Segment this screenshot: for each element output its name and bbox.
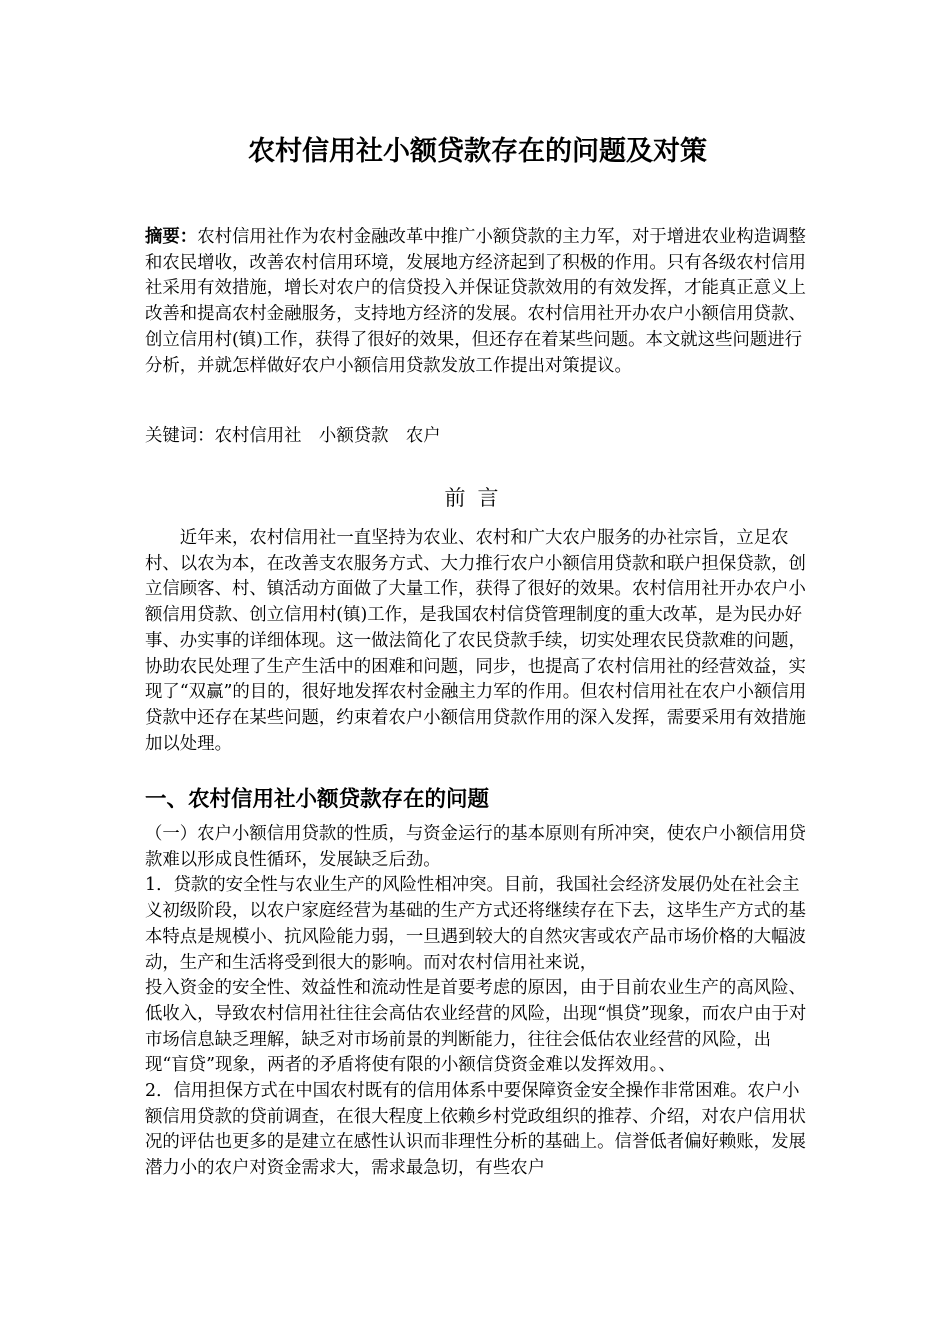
abstract-label: 摘要： (145, 227, 198, 247)
preface-heading: 前言 (444, 486, 511, 510)
section-paragraph-2: 1．贷款的安全性与农业生产的风险性相冲突。目前，我国社会经济发展仍处在社会主义初级阶段，以农户家庭经营为基础的生产方式还将继续存在下去，这毕生产方式的基本特点是规模小、抗风险能力弱，一旦遇到较大的自然灾害或农产品市场价格的大幅波动，生产和生活将受到很大的影响。而对农村信用社来说， (145, 875, 806, 973)
section-heading: 一、农村信用社小额贷款存在的问题 (145, 787, 490, 812)
keywords-text: 农村信用社 小额贷款 农户 (214, 426, 441, 446)
abstract-text: 农村信用社作为农村金融改革中推广小额贷款的主力军，对于增进农业构造调整和农民增收，改善农村信用环境，发展地方经济起到了积极的作用。只有各级农村信用社采用有效措施，增长对农户的信贷投入并保证贷款效用的有效发挥，才能真正意义上改善和提高农村金融服务，支持地方经济的发展。农村信用社开办农户小额信用贷款、创立信用村(镇)工作，获得了很好的效果，但还存在着某些问题。本文就这些问题进行分析，并就怎样做好农户小额信用贷款发放工作提出对策提议。 (145, 227, 806, 376)
section-paragraph-3: 投入资金的安全性、效益性和流动性是首要考虑的原因，由于目前农业生产的高风险、低收入，导致农村信用社往往会高估农业经营的风险，出现“惧贷”现象，而农户由于对市场信息缺乏理解，缺乏对市场前景的判断能力，往往会低估农业经营的风险，出现“盲贷”现象，两者的矛盾将使有限的小额信贷资金难以发挥效用。、 (145, 978, 807, 1076)
section-body (145, 822, 810, 1182)
preface-paragraph: 近年来，农村信用社一直坚持为农业、农村和广大农户服务的办社宗旨，立足农村、以农为本，在改善支农服务方式、大力推行农户小额信用贷款和联户担保贷款，创立信顾客、村、镇活动方面做了大量工作，获得了很好的效果。农村信用社开办农户小额信用贷款、创立信用村(镇)工作，是我国农村信贷管理制度的重大改革，是为民办好事、办实事的详细体现。这一做法简化了农民贷款手续，切实处理农民贷款难的问题，协助农民处理了生产生活中的困难和问题，同步，也提高了农村信用社的经营效益，实现了“双赢”的目的，很好地发挥农村金融主力军的作用。但农村信用社在农户小额信用贷款中还存在某些问题，约束着农户小额信用贷款作用的深入发挥，需要采用有效措施加以处理。 (145, 528, 807, 754)
keywords-label: 关键词： (145, 426, 215, 446)
abstract-paragraph (145, 225, 810, 379)
keywords-line (145, 424, 810, 450)
section-paragraph-4: 2．信用担保方式在中国农村既有的信用体系中要保障资金安全操作非常困难。农户小额信用贷款的贷前调查，在很大程度上依赖乡村党政组织的推荐、介绍，对农户信用状况的评估也更多的是建立在感性认识而非理性分析的基础上。信誉低者偏好赖账，发展潜力小的农户对资金需求大，需求最急切，有些农户 (145, 1081, 806, 1179)
section-paragraph-1: （一）农户小额信用贷款的性质，与资金运行的基本原则有所冲突，使农户小额信用贷款难以形成良性循环，发展缺乏后劲。 (145, 824, 806, 870)
document-title: 农村信用社小额贷款存在的问题及对策 (248, 136, 707, 167)
